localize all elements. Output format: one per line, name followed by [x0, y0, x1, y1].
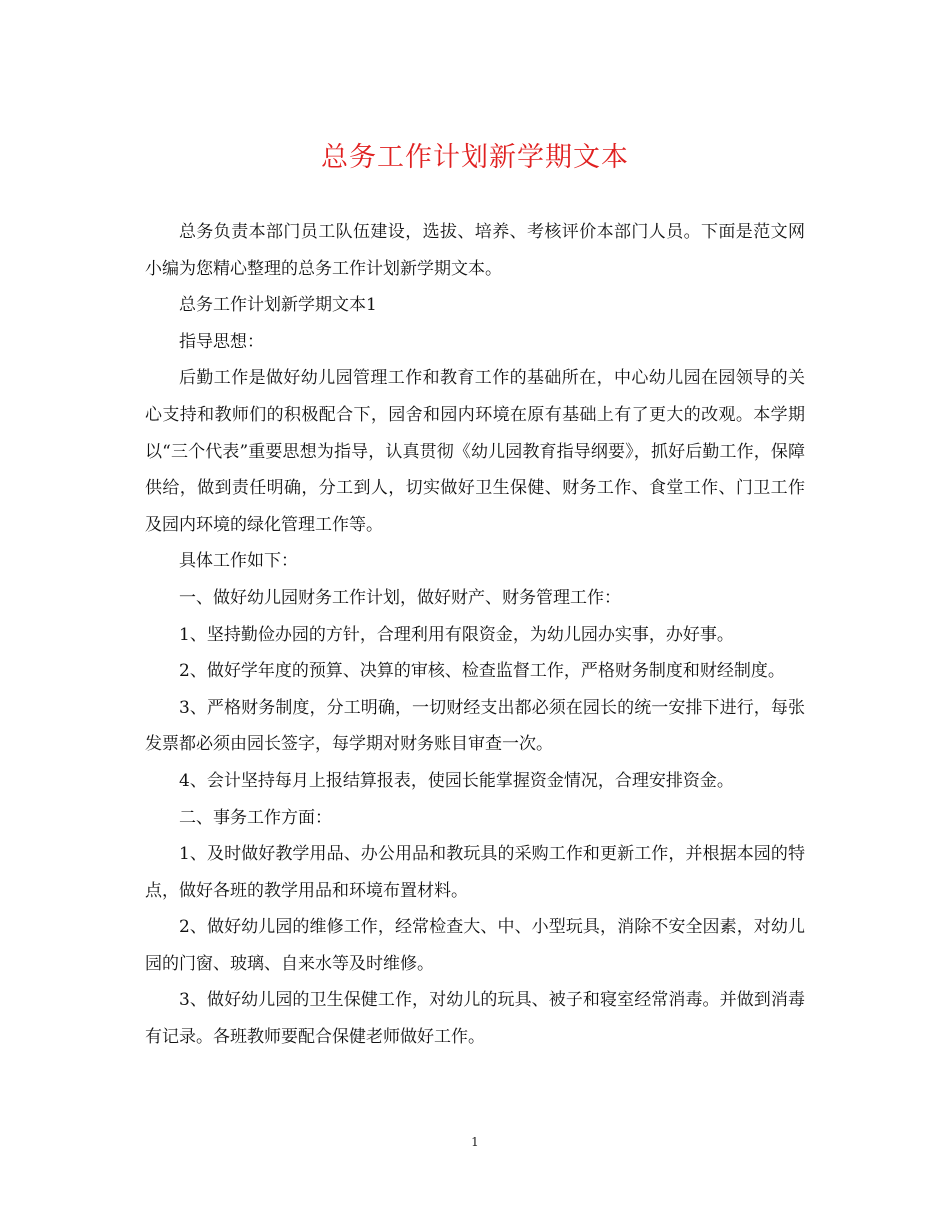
paragraph-finance-heading: 一、做好幼儿园财务工作计划，做好财产、财务管理工作： — [179, 587, 621, 608]
paragraph-section-heading: 总务工作计划新学期文本1 — [179, 295, 377, 316]
page-number: 1 — [471, 1135, 479, 1149]
document-body — [145, 214, 805, 1056]
paragraph-affairs-item-3: 3、做好幼儿园的卫生保健工作，对幼儿的玩具、被子和寝室经常消毒。并做到消毒有记录。各班教师要配合保健老师做好工作。 — [145, 990, 805, 1048]
paragraph-finance-item-3: 3、严格财务制度，分工明确，一切财经支出都必须在园长的统一安排下进行，每张发票都必须由园长签字，每学期对财务账目审查一次。 — [145, 697, 805, 755]
paragraph-affairs-heading: 二、事务工作方面： — [179, 807, 332, 828]
document-title: 总务工作计划新学期文本 — [321, 142, 629, 173]
paragraph-affairs-item-2: 2、做好幼儿园的维修工作，经常检查大、中、小型玩具，消除不安全因素，对幼儿园的门窗、玻璃、自来水等及时维修。 — [145, 917, 805, 974]
paragraph-intro: 总务负责本部门员工队伍建设，选拔、培养、考核评价本部门人员。下面是范文网小编为您精心整理的总务工作计划新学期文本。 — [145, 222, 805, 279]
paragraph-guiding-text: 后勤工作是做好幼儿园管理工作和教育工作的基础所在，中心幼儿园在园领导的关心支持和教师们的积极配合下，园舍和园内环境在原有基础上有了更大的改观。本学期以“三个代表”重要思想为指导，认真贯彻《幼儿园教育指导纲要》，抓好后勤工作，保障供给，做到责任明确，分工到人，切实做好卫生保健、财务工作、食堂工作、门卫工作及园内环境的绿化管理工作等。 — [145, 368, 805, 535]
paragraph-specific-heading: 具体工作如下： — [179, 551, 298, 572]
paragraph-affairs-item-1: 1、及时做好教学用品、办公用品和教玩具的采购工作和更新工作，并根据本园的特点，做好各班的教学用品和环境布置材料。 — [145, 844, 805, 901]
paragraph-finance-item-1: 1、坚持勤俭办园的方针，合理利用有限资金，为幼儿园办实事，办好事。 — [179, 624, 734, 645]
paragraph-finance-item-2: 2、做好学年度的预算、决算的审核、检查监督工作，严格财务制度和财经制度。 — [179, 661, 785, 682]
paragraph-guiding-heading: 指导思想： — [179, 331, 264, 352]
paragraph-finance-item-4: 4、会计坚持每月上报结算报表，使园长能掌握资金情况，合理安排资金。 — [179, 770, 734, 791]
